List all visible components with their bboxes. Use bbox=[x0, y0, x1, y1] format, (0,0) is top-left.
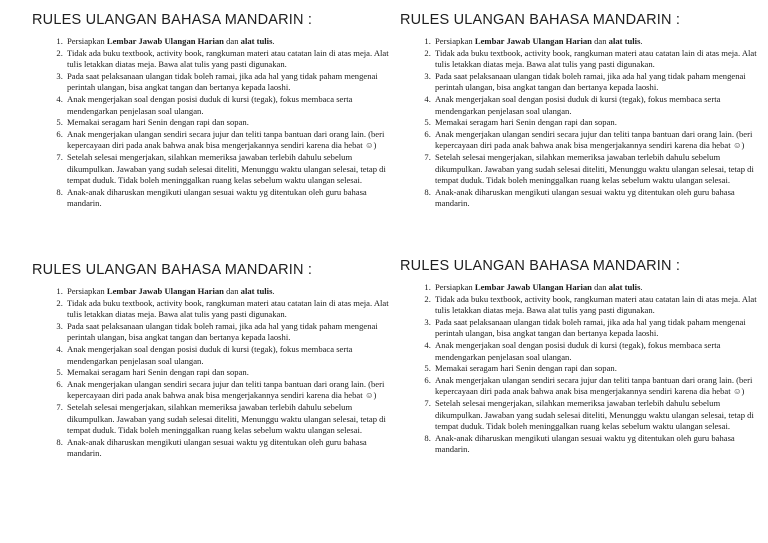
rule-item-5: 5. Memakai seragam hari Senin dengan rapi dan sopan. bbox=[433, 117, 763, 129]
rule-item-8: 8. Anak-anak diharuskan mengikuti ulangan sesuai waktu yg ditentukan oleh guru bahasa mandarin. bbox=[433, 187, 763, 210]
rule-bold-text: alat tulis bbox=[240, 286, 273, 296]
rule-item-4: 4. Anak mengerjakan soal dengan posisi duduk di kursi (tegak), fokus membaca serta mendengarkan penjelasan soal ulangan. bbox=[65, 94, 395, 117]
rule-bold-text: Lembar Jawab Ulangan Harian bbox=[474, 36, 592, 46]
rule-item-4: 4. Anak mengerjakan soal dengan posisi duduk di kursi (tegak), fokus membaca serta mendengarkan penjelasan soal ulangan. bbox=[433, 340, 763, 363]
rule-item-7: 7. Setelah selesai mengerjakan, silahkan memeriksa jawaban terlebih dahulu sebelum dikumpulkan. Jawaban yang sudah selesai diteliti, Menunggu waktu ulangan selesai, tetap di tempat duduk. Tidak boleh meninggalkan ruang kelas sebelum waktu ulangan selesai. bbox=[65, 402, 395, 437]
rule-bold-text: Lembar Jawab Ulangan Harian bbox=[106, 36, 224, 46]
rule-text: . bbox=[272, 286, 275, 296]
rule-item-5: 5. Memakai seragam hari Senin dengan rapi dan sopan. bbox=[433, 363, 763, 375]
rule-bold-text: alat tulis bbox=[240, 36, 273, 46]
rule-item-3: 3. Pada saat pelaksanaan ulangan tidak boleh ramai, jika ada hal yang tidak paham mengenai perintah ulangan, bisa angkat tangan dan bertanya kepada laoshi. bbox=[433, 71, 763, 94]
rules-card-top-left bbox=[32, 12, 392, 210]
rule-item-5: 5. Memakai seragam hari Senin dengan rapi dan sopan. bbox=[65, 117, 395, 129]
rule-item-3: 3. Pada saat pelaksanaan ulangan tidak boleh ramai, jika ada hal yang tidak paham mengenai perintah ulangan, bisa angkat tangan dan bertanya kepada laoshi. bbox=[65, 321, 395, 344]
rule-item-8: 8. Anak-anak diharuskan mengikuti ulangan sesuai waktu yg ditentukan oleh guru bahasa mandarin. bbox=[65, 437, 395, 460]
rules-list bbox=[32, 286, 395, 460]
rule-item-2: 2. Tidak ada buku textbook, activity book, rangkuman materi atau catatan lain di atas meja. Alat tulis letakkan diatas meja. Bawa alat tulis yang pasti digunakan. bbox=[65, 298, 395, 321]
rule-item-7: 7. Setelah selesai mengerjakan, silahkan memeriksa jawaban terlebih dahulu sebelum dikumpulkan. Jawaban yang sudah selesai diteliti, Menunggu waktu ulangan selesai, tetap di tempat duduk. Tidak boleh meninggalkan ruang kelas sebelum waktu ulangan selesai. bbox=[433, 398, 763, 433]
rules-title: RULES ULANGAN BAHASA MANDARIN : bbox=[400, 258, 681, 274]
rule-text: dan bbox=[223, 286, 241, 296]
rule-item-6: 6. Anak mengerjakan ulangan sendiri secara jujur dan teliti tanpa bantuan dari orang lain. (beri kepercayaan diri pada anak bahwa anak bisa mengerjakannya sendiri karena dia hebat ☺) bbox=[433, 375, 763, 398]
rule-bold-text: Lembar Jawab Ulangan Harian bbox=[106, 286, 224, 296]
rule-text: dan bbox=[591, 282, 609, 292]
rules-title: RULES ULANGAN BAHASA MANDARIN : bbox=[32, 262, 313, 278]
rule-item-6: 6. Anak mengerjakan ulangan sendiri secara jujur dan teliti tanpa bantuan dari orang lain. (beri kepercayaan diri pada anak bahwa anak bisa mengerjakannya sendiri karena dia hebat ☺) bbox=[433, 129, 763, 152]
rules-title: RULES ULANGAN BAHASA MANDARIN : bbox=[32, 12, 313, 28]
rule-bold-text: alat tulis bbox=[608, 282, 641, 292]
rule-item-1 bbox=[433, 282, 763, 294]
rule-item-6: 6. Anak mengerjakan ulangan sendiri secara jujur dan teliti tanpa bantuan dari orang lain. (beri kepercayaan diri pada anak bahwa anak bisa mengerjakannya sendiri karena dia hebat ☺) bbox=[65, 379, 395, 402]
rule-text: dan bbox=[223, 36, 241, 46]
rules-card-top-right bbox=[400, 12, 760, 210]
rule-item-4: 4. Anak mengerjakan soal dengan posisi duduk di kursi (tegak), fokus membaca serta mendengarkan penjelasan soal ulangan. bbox=[433, 94, 763, 117]
rule-item-3: 3. Pada saat pelaksanaan ulangan tidak boleh ramai, jika ada hal yang tidak paham mengenai perintah ulangan, bisa angkat tangan dan bertanya kepada laoshi. bbox=[433, 317, 763, 340]
rule-item-6: 6. Anak mengerjakan ulangan sendiri secara jujur dan teliti tanpa bantuan dari orang lain. (beri kepercayaan diri pada anak bahwa anak bisa mengerjakannya sendiri karena dia hebat ☺) bbox=[65, 129, 395, 152]
rule-item-1 bbox=[65, 36, 395, 48]
rule-item-1 bbox=[433, 36, 763, 48]
rule-item-5: 5. Memakai seragam hari Senin dengan rapi dan sopan. bbox=[65, 367, 395, 379]
rule-item-7: 7. Setelah selesai mengerjakan, silahkan memeriksa jawaban terlebih dahulu sebelum dikumpulkan. Jawaban yang sudah selesai diteliti, Menunggu waktu ulangan selesai, tetap di tempat duduk. Tidak boleh meninggalkan ruang kelas sebelum waktu ulangan selesai. bbox=[433, 152, 763, 187]
rules-list bbox=[400, 36, 763, 210]
rule-bold-text: alat tulis bbox=[608, 36, 641, 46]
rule-text: Persiapkan bbox=[67, 286, 107, 296]
rule-text: Persiapkan bbox=[67, 36, 107, 46]
rule-item-2: 2. Tidak ada buku textbook, activity book, rangkuman materi atau catatan lain di atas meja. Alat tulis letakkan diatas meja. Bawa alat tulis yang pasti digunakan. bbox=[433, 294, 763, 317]
rule-item-8: 8. Anak-anak diharuskan mengikuti ulangan sesuai waktu yg ditentukan oleh guru bahasa mandarin. bbox=[433, 433, 763, 456]
rules-card-bottom-right bbox=[400, 258, 760, 456]
rule-item-8: 8. Anak-anak diharuskan mengikuti ulangan sesuai waktu yg ditentukan oleh guru bahasa mandarin. bbox=[65, 187, 395, 210]
rule-item-2: 2. Tidak ada buku textbook, activity book, rangkuman materi atau catatan lain di atas meja. Alat tulis letakkan diatas meja. Bawa alat tulis yang pasti digunakan. bbox=[65, 48, 395, 71]
rule-item-3: 3. Pada saat pelaksanaan ulangan tidak boleh ramai, jika ada hal yang tidak paham mengenai perintah ulangan, bisa angkat tangan dan bertanya kepada laoshi. bbox=[65, 71, 395, 94]
rule-text: dan bbox=[591, 36, 609, 46]
rule-bold-text: Lembar Jawab Ulangan Harian bbox=[474, 282, 592, 292]
rule-text: . bbox=[640, 282, 643, 292]
rule-text: Persiapkan bbox=[435, 282, 475, 292]
rule-text: . bbox=[272, 36, 275, 46]
rule-item-1 bbox=[65, 286, 395, 298]
rule-item-7: 7. Setelah selesai mengerjakan, silahkan memeriksa jawaban terlebih dahulu sebelum dikumpulkan. Jawaban yang sudah selesai diteliti, Menunggu waktu ulangan selesai, tetap di tempat duduk. Tidak boleh meninggalkan ruang kelas sebelum waktu ulangan selesai. bbox=[65, 152, 395, 187]
rules-title: RULES ULANGAN BAHASA MANDARIN : bbox=[400, 12, 681, 28]
rule-item-2: 2. Tidak ada buku textbook, activity book, rangkuman materi atau catatan lain di atas meja. Alat tulis letakkan diatas meja. Bawa alat tulis yang pasti digunakan. bbox=[433, 48, 763, 71]
rules-list bbox=[32, 36, 395, 210]
rules-list bbox=[400, 282, 763, 456]
rule-text: . bbox=[640, 36, 643, 46]
rule-text: Persiapkan bbox=[435, 36, 475, 46]
rule-item-4: 4. Anak mengerjakan soal dengan posisi duduk di kursi (tegak), fokus membaca serta mendengarkan penjelasan soal ulangan. bbox=[65, 344, 395, 367]
rules-card-bottom-left bbox=[32, 262, 392, 460]
